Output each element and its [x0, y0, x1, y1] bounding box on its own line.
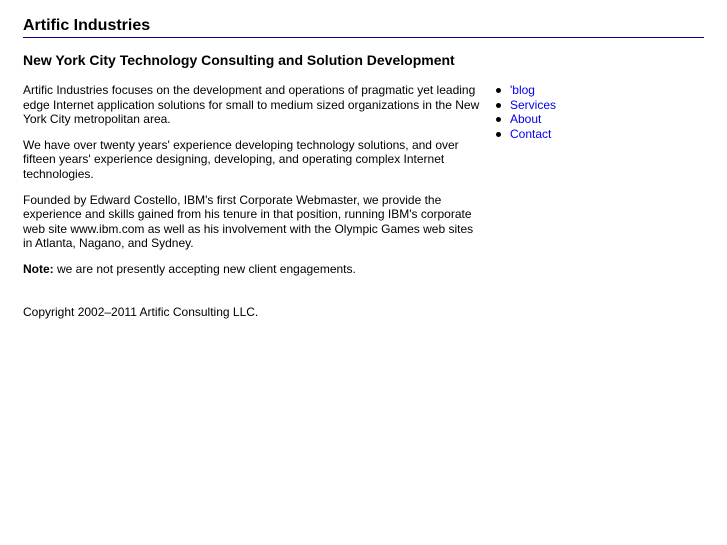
bullet-icon — [496, 103, 501, 108]
note-paragraph — [23, 262, 483, 277]
copyright-notice: Copyright 2002–2011 Artific Consulting LLC. — [23, 305, 259, 319]
nav-item-about — [494, 112, 556, 127]
experience-paragraph: We have over twenty years' experience developing technology solutions, and over fifteen years' experience designing, developing, and operating complex Internet technologies. — [23, 137, 459, 181]
nav-item-contact — [494, 127, 556, 142]
note-text: we are not presently accepting new client engagements. — [53, 261, 356, 276]
founder-paragraph: Founded by Edward Costello, IBM's first Corporate Webmaster, we provide the experience and skills gained from his tenure in that position, running IBM's corporate web site www.ibm.com as well as his involvement with the Olympic Games web sites in Atlanta, Nagano, and Sydney. — [23, 192, 474, 251]
site-navigation — [494, 83, 556, 141]
bullet-icon — [496, 132, 501, 137]
bullet-icon — [496, 117, 501, 122]
bullet-icon — [496, 88, 501, 93]
contact-link[interactable]: Contact — [510, 126, 552, 141]
blog-link[interactable]: 'blog — [510, 83, 535, 97]
note-label: Note: — [23, 261, 54, 276]
intro-paragraph: Artific Industries focuses on the development and operations of pragmatic yet leading edge Internet application solutions for small to medium sized organizations in the New York City metropolitan area. — [23, 83, 480, 127]
about-link[interactable]: About — [510, 112, 542, 127]
page-headline: New York City Technology Consulting and Solution Development — [23, 52, 455, 68]
services-link[interactable]: Services — [510, 97, 557, 112]
site-title: Artific Industries — [23, 16, 704, 38]
nav-item-services — [494, 98, 556, 113]
main-content — [23, 83, 483, 277]
nav-item-blog — [494, 83, 556, 98]
